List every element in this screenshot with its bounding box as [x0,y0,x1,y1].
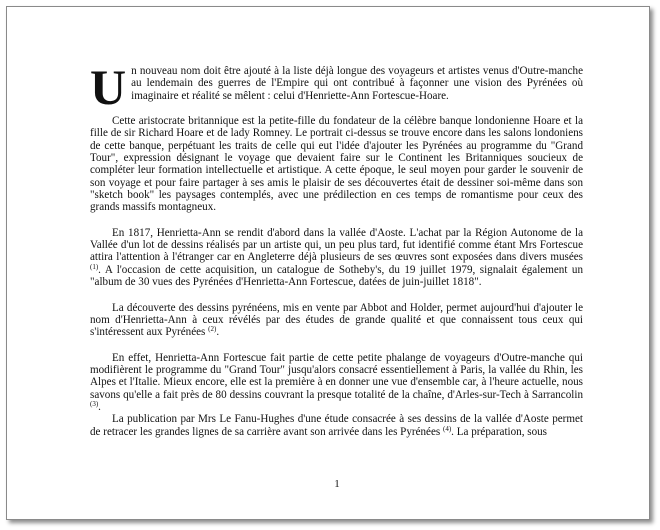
paragraph-2 [90,115,583,214]
paragraph-5-text-cont: . [98,400,101,413]
footnote-ref-1: (1) [90,262,99,271]
paragraph-6 [90,413,583,438]
page-number: 1 [334,478,340,490]
paragraph-3 [90,227,583,289]
paragraph-1 [90,59,583,115]
document-body [90,59,583,438]
paragraph-4-text-cont: . [216,326,220,339]
drop-cap: U [90,59,127,115]
paragraph-4 [90,302,583,339]
paragraph-3-text: En 1817, Henrietta-Ann se rendit d'abord dans la vallée d'Aoste. L'achat par la Région Autonome de la Vallée d'un lot de dessins réalisés par un artiste qui, un peu plus tard, fut identifié comme étant Mrs Fortescue attira l'attention à l'étranger car en Angleterre déjà plusieurs de ses œuvres sont exposées dans divers musées [90,226,583,264]
footnote-ref-3: (3) [90,399,99,408]
paragraph-5-text: En effet, Henrietta-Ann Fortescue fait partie de cette petite phalange de voyageurs d'Outre-manche qui modifièrent le programme du "Grand Tour" jusqu'alors consacré essentiellement à Paris, la vallée du Rhin, les Alpes et l'Italie. Mieux encore, elle est la première à en donner une vue d'ensemble car, à l'heure actuelle, nous savons qu'elle a fait près de 80 dessins couvrant la presque totalité de la chaîne, d'Arles-sur-Tech à Sarrancolin [90,351,583,401]
paragraph-3-text-cont: . A l'occasion de cette acquisition, un catalogue de Sotheby's, du 19 juillet 1979, signalait également un "album de 30 vues des Pyrénées d'Henrietta-Ann Fortescue, datées de juin-juillet 1818". [90,263,583,289]
footnote-ref-4: (4) [443,424,452,433]
paragraph-6-text: La publication par Mrs Le Fanu-Hughes d'une étude consacrée à ses dessins de la vallée d'Aoste permet de retracer les grandes lignes de sa carrière avant son arrivée dans les Pyrénées [90,413,583,438]
paragraph-2-text: Cette aristocrate britannique est la petite-fille du fondateur de la célèbre banque londonienne Hoare et la fille de sir Richard Hoare et de lady Romney. Le portrait ci-dessus se trouve encore dans les salons londoniens de cette banque, perpétuant les traits de celle qui eut l'idée d'ajouter les Pyrénées au programme du "Grand Tour", expression désignant le voyage que devaient faire sur le Continent les Britanniques soucieux de compléter leur formation intellectuelle et artistique. A cette époque, le seul moyen pour garder le souvenir de son voyage et pour faire partager à ses amis le plaisir de ses découvertes était de dessiner soi-même dans son "sketch book" les paysages contemplés, avec une prédilection en ces temps de romantisme pour ceux des grands massifs montagneux. [90,115,583,214]
page-frame [6,6,650,520]
paragraph-5 [90,352,583,414]
footnote-ref-2: (2) [208,325,217,334]
paragraph-1-text: n nouveau nom doit être ajouté à la liste déjà longue des voyageurs et artistes venus d'Outre-manche au lendemain des guerres de l'Empire qui ont contribué à façonner une vision des Pyrénées où imaginaire et réalité se mêlent : celui d'Henriette-Ann Fortescue-Hoare. [131,65,583,102]
paragraph-6-text-cont: . La préparation, sous [451,425,547,438]
paragraph-4-text: La découverte des dessins pyrénéens, mis en vente par Abbot and Holder, permet aujourd'hui d'ajouter le nom d'Henrietta-Ann à ceux révélés par des études de grande qualité et que connaissent tous ceux qui s'intéressent aux Pyrénées [90,301,583,339]
